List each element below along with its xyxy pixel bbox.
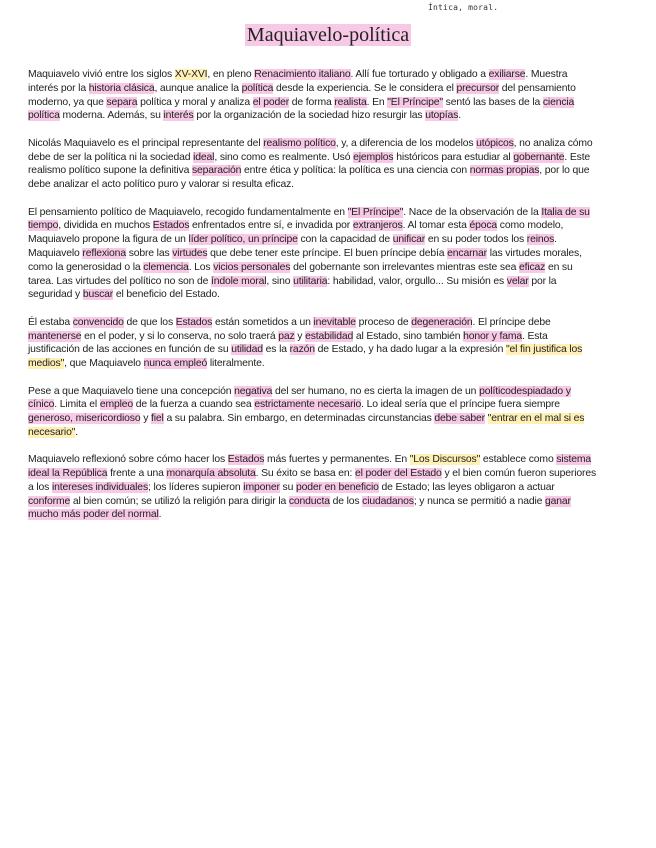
highlighted-text: mantenerse [28, 330, 82, 342]
highlighted-text: el poder del Estado [355, 468, 442, 480]
highlighted-text: realista [334, 96, 367, 108]
text-segment: El pensamiento político de Maquiavelo, recogido fundamentalmente en [28, 206, 348, 218]
text-segment: . Allí fue torturado y obligado a [350, 69, 489, 80]
text-segment: . Esta justificación de las acciones en función de su [28, 330, 548, 356]
text-segment: es la [262, 344, 290, 356]
text-segment: . [554, 234, 557, 246]
text-segment: y [294, 330, 306, 342]
highlighted-text: Estados [152, 220, 190, 232]
highlighted-text: buscar [82, 289, 114, 301]
text-segment: . [75, 426, 78, 438]
text-segment: a su palabra. Sin embargo, en determinadas circunstancias [163, 413, 435, 425]
paragraph-3 [28, 206, 598, 247]
text-segment: , sino [266, 275, 294, 287]
highlighted-text: ciudadanos [362, 495, 414, 507]
text-segment: sentó las bases de la [442, 96, 543, 108]
highlighted-text: despiadado y cínico [28, 385, 571, 411]
highlighted-text: inevitable [313, 316, 356, 328]
highlighted-text: imponer [243, 481, 280, 493]
text-segment: . El príncipe debe [472, 316, 551, 328]
highlighted-text: separa [106, 96, 138, 108]
text-segment: históricos para estudiar al [393, 151, 514, 163]
text-segment: están sometidos a un [212, 316, 314, 328]
highlighted-text: "entrar en el mal si es necesario" [28, 413, 585, 438]
highlighted-text: Estados [227, 454, 265, 466]
text-segment: ; los líderes supieron [147, 481, 244, 493]
title-text: Maquiavelo-política [246, 24, 410, 46]
highlighted-text: negativa [234, 385, 273, 397]
text-segment: sobre las [125, 247, 173, 259]
text-segment: . En [366, 96, 388, 108]
highlighted-text: encarnar [447, 247, 487, 259]
text-segment: en su tarea. Las virtudes del político no son de [28, 261, 573, 287]
text-segment: por la seguridad y [28, 275, 557, 301]
highlighted-text: "El Príncipe" [347, 206, 404, 218]
highlighted-text: Italia de su tiempo [28, 206, 590, 232]
text-segment: del ser humano, no es cierta la imagen de un [272, 385, 480, 397]
text-segment: , sino como es realmente. Usó [214, 151, 354, 163]
highlighted-text: ganar mucho más poder del normal [28, 495, 571, 521]
highlighted-text: política [241, 82, 274, 94]
paragraph-6 [28, 385, 598, 440]
text-segment: . Limita el [54, 399, 100, 411]
text-segment: con la capacidad de [297, 234, 393, 246]
highlighted-text: exiliarse [488, 69, 526, 80]
text-segment: y el bien común fueron superiores a los [28, 468, 597, 493]
highlighted-text: XV-XVI [174, 69, 208, 80]
text-segment: enfrentados entre sí, e invadida por [189, 220, 353, 232]
highlighted-text: utopías [425, 110, 459, 122]
highlighted-text: unificar [392, 234, 426, 246]
highlighted-text: separación [191, 165, 242, 177]
highlighted-text: convencido [72, 316, 124, 328]
highlighted-text: estabilidad [305, 330, 354, 342]
highlighted-text: utilidad [231, 344, 263, 356]
text-segment: , no analiza cómo debe de ser la política ni la sociedad [28, 137, 593, 163]
text-segment: , en pleno [207, 69, 255, 80]
highlighted-text: el poder [252, 96, 290, 108]
text-segment: desde la experiencia. Se le considera el [273, 82, 457, 94]
text-segment: Maquiavelo vivió entre los siglos [28, 69, 175, 80]
document-body [28, 68, 598, 536]
text-segment: Pese a que Maquiavelo tiene una concepción [28, 385, 235, 397]
text-segment: . Su éxito se basa en: [255, 468, 355, 480]
text-segment: como modelo, Maquiavelo propone la figura de un [28, 220, 564, 246]
text-segment: de la fuerza a cuando sea [133, 399, 255, 411]
highlighted-text: estrictamente necesario [254, 399, 362, 411]
text-segment: de Estado, y ha dado lugar a la expresión [314, 344, 506, 356]
paragraph-1 [28, 68, 598, 123]
highlighted-text: clemencia [143, 261, 189, 273]
highlighted-text: vicios personales [213, 261, 291, 273]
text-segment: el beneficio del Estado. [113, 289, 220, 301]
highlighted-text: interés [163, 110, 194, 122]
text-segment: moderna. Además, su [59, 110, 164, 122]
paragraph-4 [28, 247, 598, 302]
highlighted-text: extranjeros [352, 220, 403, 232]
text-segment: . Este realismo político supone la definitiva [28, 151, 591, 177]
highlighted-text: paz [278, 330, 295, 342]
highlighted-text: líder político, un príncipe [188, 234, 298, 246]
highlighted-text: ideal [193, 151, 215, 163]
highlighted-text: ejemplos [353, 151, 394, 163]
highlighted-text: época [469, 220, 498, 232]
highlighted-text: normas propias [469, 165, 540, 177]
text-segment: , aunque analice la [154, 82, 242, 94]
text-segment: Nicolás Maquiavelo es el principal representante del [28, 137, 264, 149]
text-segment: . Nace de la observación de la [403, 206, 542, 218]
highlighted-text: poder en beneficio [295, 481, 379, 493]
text-segment: en el poder, y si lo conserva, no solo traerá [81, 330, 279, 342]
highlighted-text: conforme [28, 495, 71, 507]
text-segment: entre ética y política: la política es una ciencia con [241, 165, 470, 177]
highlighted-text: nunca empleó [143, 358, 208, 370]
text-segment: por la organización de la sociedad hizo resurgir las [193, 110, 426, 122]
text-segment: Maquiavelo [28, 247, 83, 259]
highlighted-text: virtudes [172, 247, 208, 259]
text-segment: Maquiavelo reflexionó sobre cómo hacer los [28, 454, 228, 466]
text-segment: de los [329, 495, 363, 507]
highlighted-text: utilitaria [293, 275, 328, 287]
highlighted-text: monarquía absoluta [166, 468, 256, 480]
highlighted-text: gobernante [513, 151, 565, 163]
highlighted-text: debe saber [434, 413, 485, 425]
text-segment: . [158, 509, 162, 521]
text-segment: las virtudes morales, como la generosidad o la [28, 247, 582, 273]
text-segment: , que Maquiavelo [64, 358, 144, 370]
text-segment: . Al tomar esta [402, 220, 470, 232]
text-segment: de que los [123, 316, 176, 328]
text-segment: , dividida en muchos [58, 220, 153, 232]
text-segment: : habilidad, valor, orgullo... Su misión es [327, 275, 507, 287]
paragraph-5 [28, 316, 598, 371]
text-segment: proceso de [355, 316, 412, 328]
text-segment: establece como [480, 454, 557, 466]
text-segment: de Estado; las leyes obligaron a actuar [378, 481, 555, 493]
text-segment: del pensamiento moderno, ya que [28, 82, 576, 108]
highlighted-text: sistema ideal la República [28, 454, 592, 480]
text-segment: , y, a diferencia de los modelos [335, 137, 477, 149]
highlighted-text: "Los Discursos" [409, 454, 481, 466]
handwritten-note: Íntica, moral. [428, 3, 499, 12]
highlighted-text: velar [506, 275, 529, 287]
page-title [0, 24, 656, 47]
text-segment: más fuertes y permanentes. En [264, 454, 410, 466]
highlighted-text: degeneración [411, 316, 473, 328]
highlighted-text: reinos [526, 234, 555, 246]
text-segment: política y moral y analiza [137, 96, 253, 108]
highlighted-text: realismo político [263, 137, 336, 149]
text-segment: literalmente. [207, 358, 265, 370]
text-segment: en su poder todos los [425, 234, 527, 246]
highlighted-text: "el fin justifica los medios" [28, 344, 583, 370]
text-segment: de forma [289, 96, 335, 108]
highlighted-text: conducta [288, 495, 330, 507]
text-segment: al bien común; se utilizó la religión para dirigir la [70, 495, 289, 507]
paragraph-2 [28, 137, 598, 192]
highlighted-text: Estados [175, 316, 213, 328]
highlighted-text: razón [289, 344, 315, 356]
highlighted-text: eficaz [518, 261, 546, 273]
text-segment: ; y nunca se permitió a nadie [413, 495, 546, 507]
paragraph-7 [28, 453, 598, 522]
text-segment: y [140, 413, 152, 425]
highlighted-text: historia clásica [88, 82, 155, 94]
highlighted-text: honor y fama [463, 330, 522, 342]
text-segment: que debe tener este príncipe. El buen príncipe debía [207, 247, 448, 259]
text-segment: Él estaba [28, 316, 73, 328]
highlighted-text: reflexiona [82, 247, 126, 259]
text-segment: del gobernante son irrelevantes mientras este sea [290, 261, 519, 273]
highlighted-text: generoso, misericordioso [28, 413, 141, 425]
text-segment: su [279, 481, 296, 493]
text-segment: al Estado, sino también [353, 330, 464, 342]
text-segment: frente a una [107, 468, 167, 480]
highlighted-text: "El Príncipe" [387, 96, 443, 108]
highlighted-text: precursor [456, 82, 500, 94]
highlighted-text: Renacimiento italiano [254, 69, 351, 80]
highlighted-text: ciencia política [28, 96, 575, 122]
highlighted-text: político [479, 385, 511, 397]
highlighted-text: fiel [151, 413, 164, 425]
highlighted-text: intereses individuales [51, 481, 148, 493]
highlighted-text: utópicos [476, 137, 514, 149]
text-segment: . Muestra interés por la [28, 69, 568, 94]
highlighted-text: empleo [99, 399, 133, 411]
text-segment: . Los [188, 261, 214, 273]
highlighted-text: índole moral [211, 275, 267, 287]
text-segment: , por lo que debe analizar el acto político puro y valorar si resulta eficaz. [28, 165, 590, 191]
text-segment: . [458, 110, 461, 122]
text-segment: . Lo ideal sería que el príncipe fuera siempre [361, 399, 560, 411]
